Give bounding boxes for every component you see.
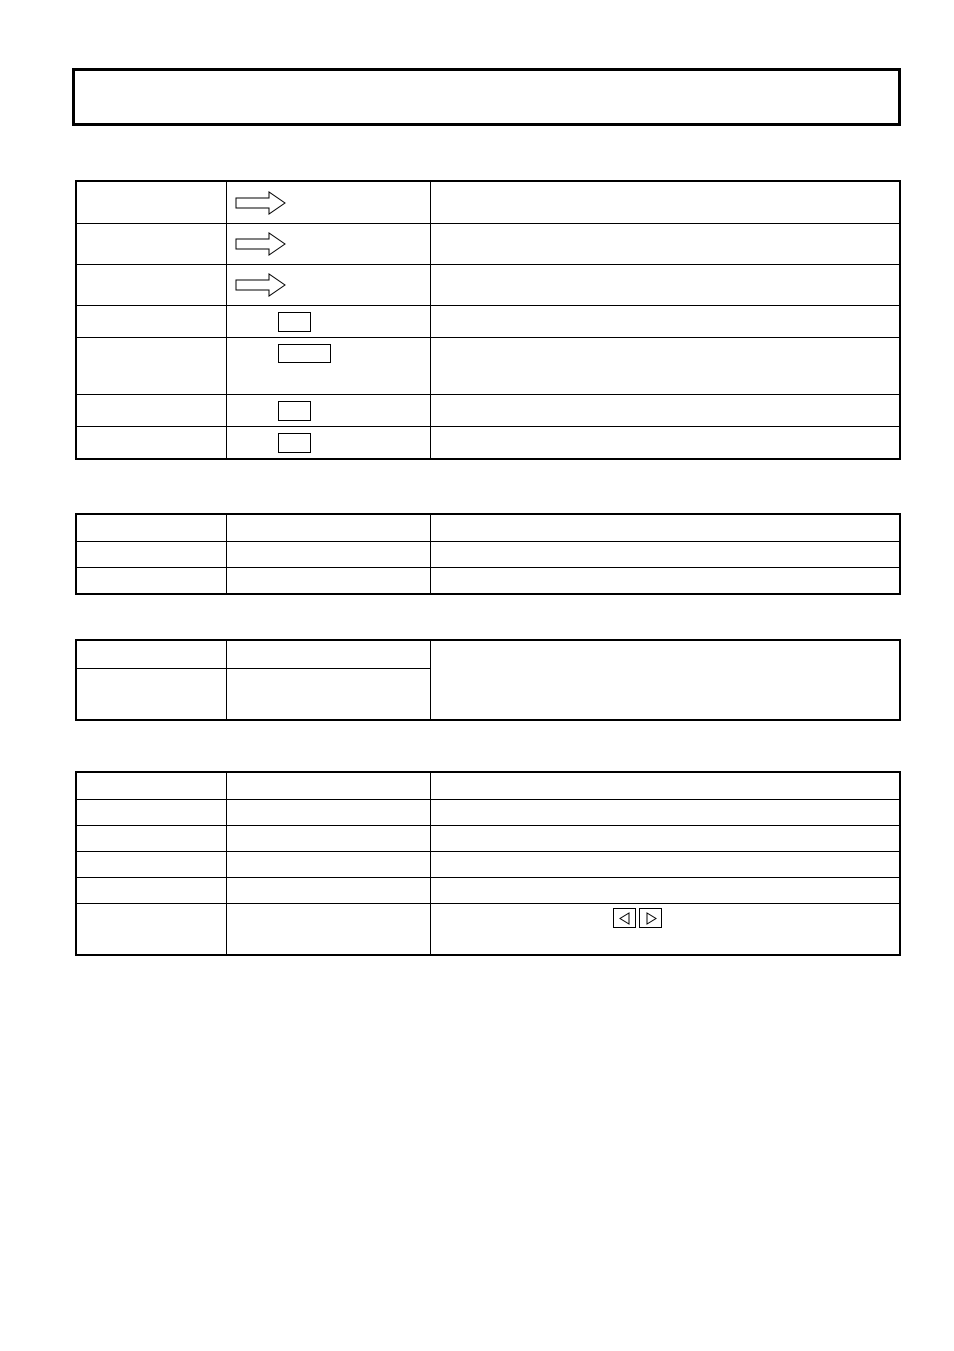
- table-cell: [77, 515, 227, 542]
- table-row: [77, 395, 900, 427]
- table-row: [77, 641, 900, 669]
- left-triangle-button-icon: [613, 908, 636, 928]
- row-description: [431, 265, 900, 306]
- table-row: [77, 182, 900, 224]
- table-row: [77, 852, 900, 878]
- title-box: [72, 68, 901, 126]
- table-cell: [431, 800, 900, 826]
- table-cell: [77, 641, 227, 669]
- table-cell: [431, 515, 900, 542]
- info-table-4: [76, 772, 900, 955]
- right-arrow-icon: [235, 191, 287, 215]
- table-cell: [431, 542, 900, 568]
- key-box-icon: [278, 433, 311, 453]
- table-row: [77, 542, 900, 568]
- table-cell: [227, 542, 431, 568]
- table-row: [77, 800, 900, 826]
- right-arrow-icon: [235, 273, 287, 297]
- table-cell: [77, 542, 227, 568]
- table-cell: [227, 904, 431, 955]
- right-triangle-button-icon: [639, 908, 662, 928]
- table-row: [77, 515, 900, 542]
- key-table: [76, 181, 900, 459]
- table-cell: [227, 568, 431, 594]
- table-cell: [77, 773, 227, 800]
- right-arrow-icon: [235, 232, 287, 256]
- table-cell: [227, 852, 431, 878]
- table-cell: [431, 826, 900, 852]
- row-label: [77, 427, 227, 459]
- table-row: [77, 265, 900, 306]
- table-cell: [227, 773, 431, 800]
- table-cell: [227, 826, 431, 852]
- table-row: [77, 568, 900, 594]
- info-table-3: [76, 640, 900, 720]
- merged-description-cell: [431, 641, 900, 720]
- row-description: [431, 338, 900, 395]
- row-label: [77, 306, 227, 338]
- row-label: [77, 265, 227, 306]
- table-cell: [77, 878, 227, 904]
- table-row: [77, 904, 900, 955]
- row-label: [77, 395, 227, 427]
- table-cell: [431, 773, 900, 800]
- table-cell: [77, 568, 227, 594]
- table-cell: [227, 641, 431, 669]
- row-label: [77, 182, 227, 224]
- table-row: [77, 224, 900, 265]
- table-cell: [227, 878, 431, 904]
- table-cell: [431, 878, 900, 904]
- table-cell: [77, 852, 227, 878]
- table-cell: [77, 800, 227, 826]
- row-description: [431, 427, 900, 459]
- page-title: [75, 71, 898, 107]
- row-label: [77, 224, 227, 265]
- row-description: [431, 182, 900, 224]
- info-table-2: [76, 514, 900, 594]
- row-description: [431, 306, 900, 338]
- table-row: [77, 338, 900, 395]
- table-cell: [77, 826, 227, 852]
- table-row: [77, 306, 900, 338]
- key-box-icon: [278, 312, 311, 332]
- row-label: [77, 338, 227, 395]
- table-cell: [227, 669, 431, 720]
- table-row: [77, 773, 900, 800]
- table-row: [77, 826, 900, 852]
- table-cell: [431, 852, 900, 878]
- table-cell: [77, 669, 227, 720]
- row-description: [431, 395, 900, 427]
- table-cell: [227, 800, 431, 826]
- row-description: [431, 224, 900, 265]
- table-cell: [431, 568, 900, 594]
- key-box-icon: [278, 401, 311, 421]
- table-row: [77, 427, 900, 459]
- table-cell: [227, 515, 431, 542]
- table-cell: [77, 904, 227, 955]
- table-row: [77, 878, 900, 904]
- wide-key-box-icon: [278, 344, 331, 363]
